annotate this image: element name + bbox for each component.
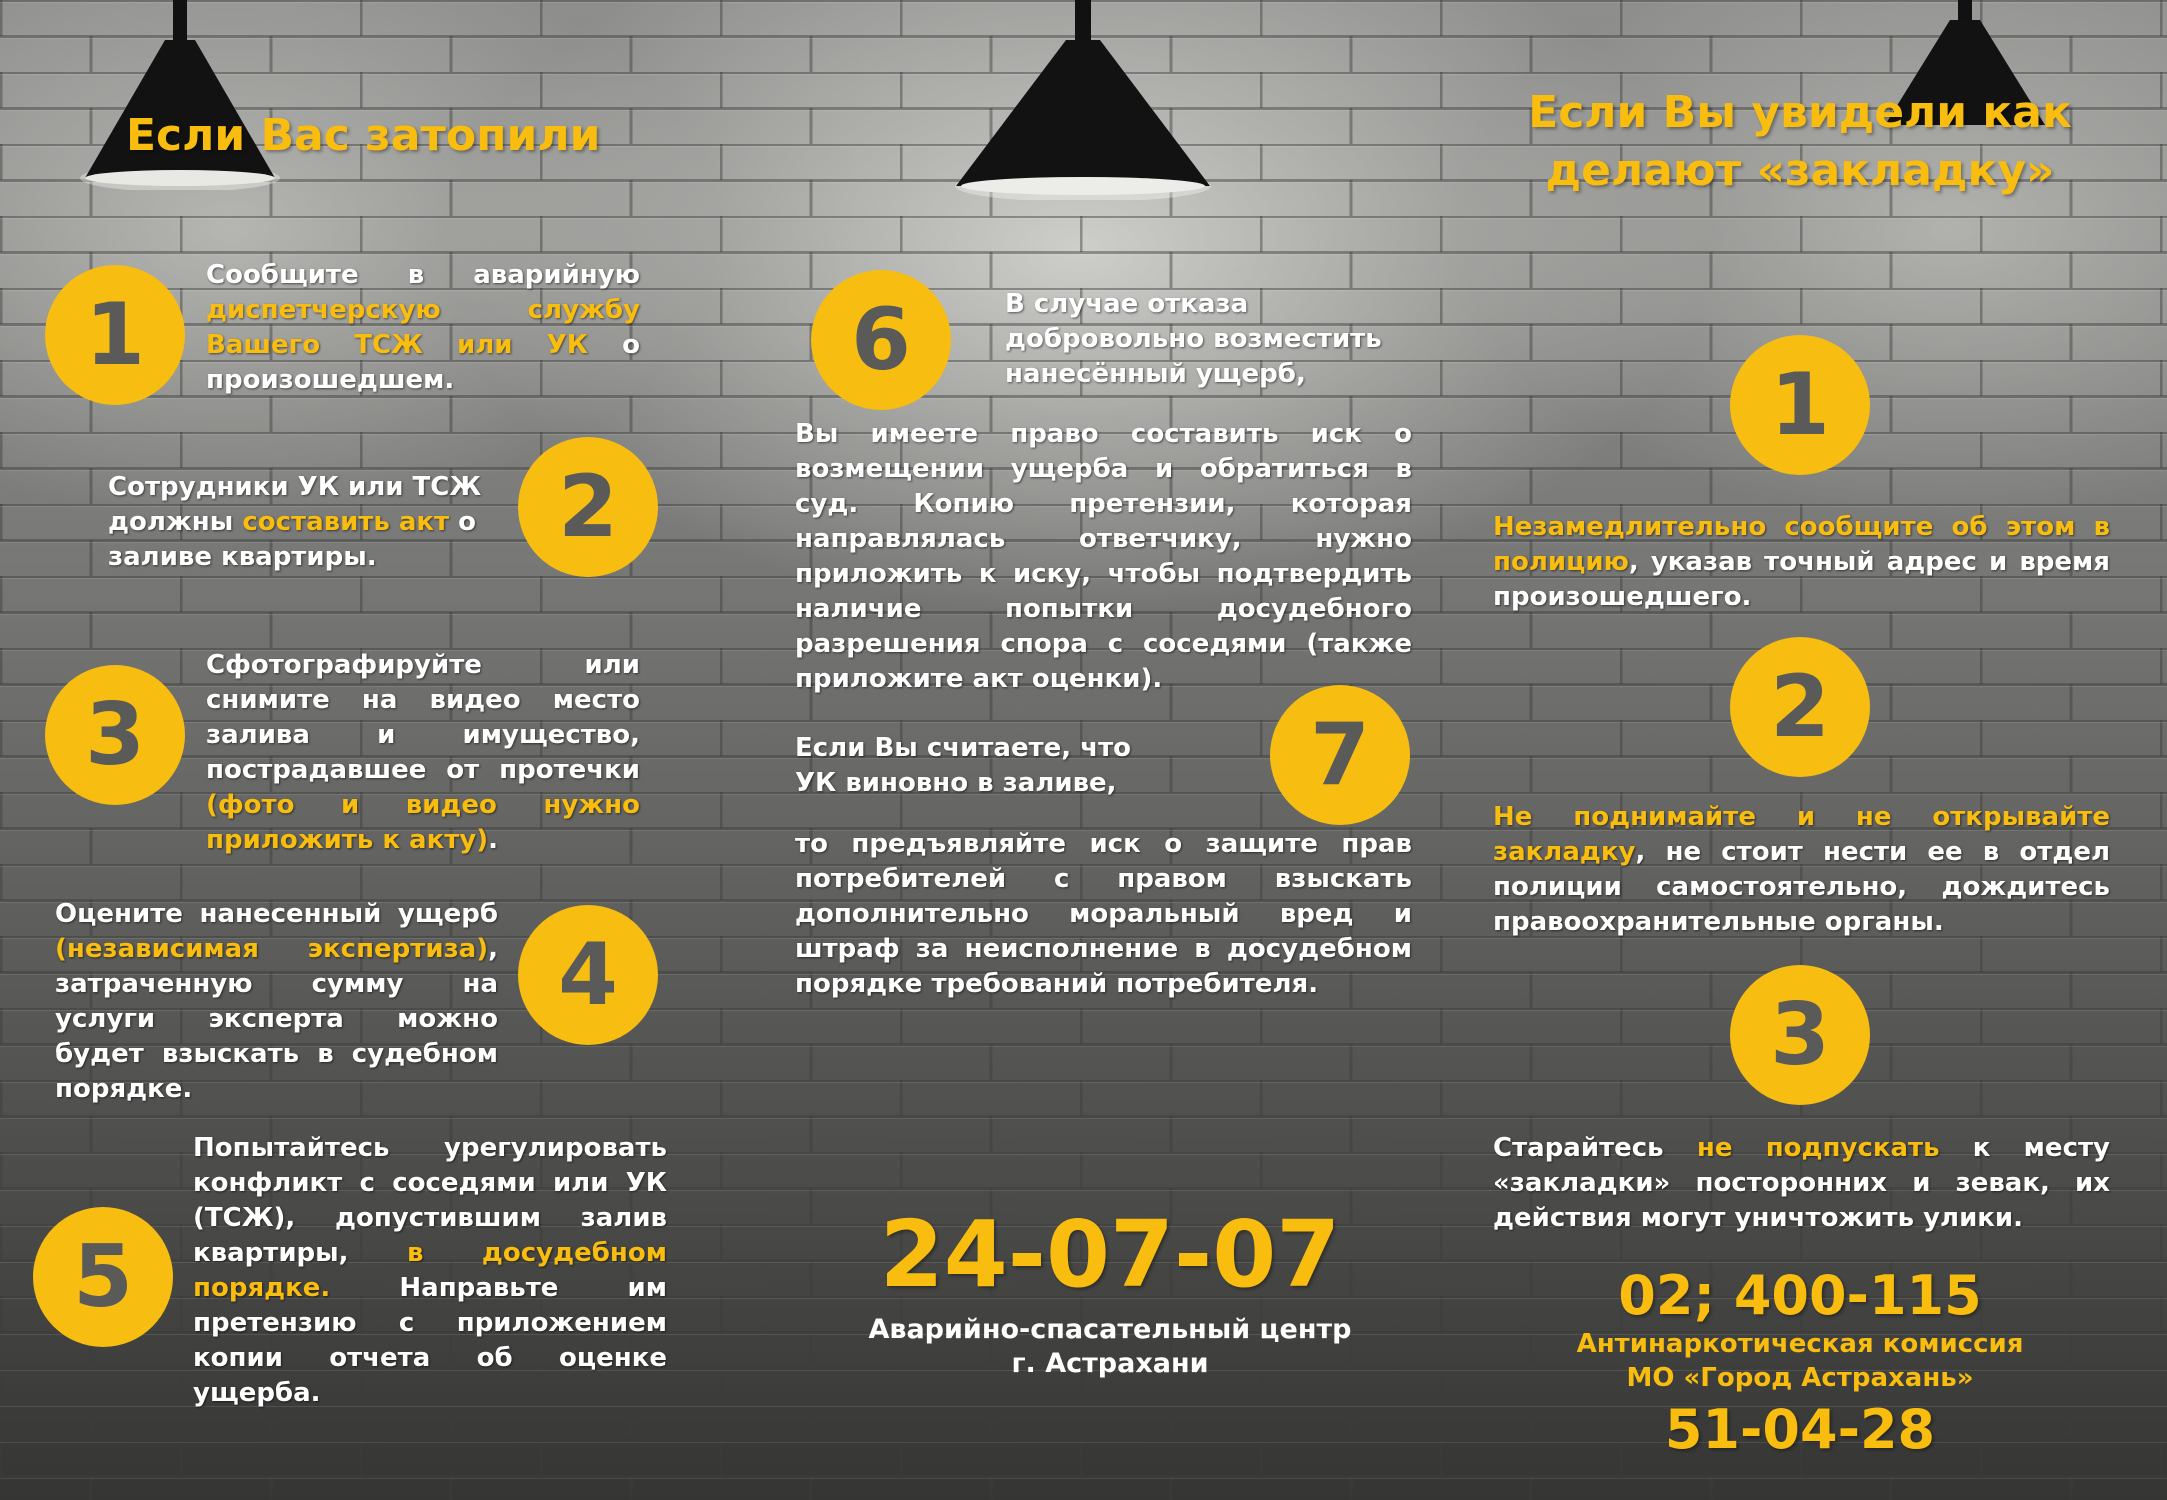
step-3-circle: 3 (45, 665, 185, 805)
left-step-5-text: Попытайтесь урегулировать конфликт с соседями или УК (ТСЖ), допустившим залив квартиры, в досудебном порядке. Направьте им претензию с приложением копии отчета об оценке ущерба. (193, 1133, 667, 1408)
right-step-2-circle: 2 (1730, 637, 1870, 777)
emergency-caption-line2: г. Астрахани (1011, 1348, 1209, 1379)
left-step-3-text: Сфотографируйте или снимите на видео место залива и имущество, пострадавшее от протечки (фото и видео нужно приложить к акту). (206, 650, 640, 855)
right-step-1-circle: 1 (1730, 335, 1870, 475)
antidrug-caption-line2: МО «Город Астрахань» (1626, 1363, 1974, 1393)
antidrug-caption-line1: Антинаркотическая комиссия (1576, 1329, 2024, 1359)
antidrug-phone-1: 02; 400-115 (1618, 1264, 1982, 1327)
ceiling-lamp-icon (948, 0, 1218, 200)
right-panel-title-line1: Если Вы увидели как (1528, 87, 2072, 138)
right-step-1-text: Незамедлительно сообщите об этом в полицию, указав точный адрес и время произошедшего. (1493, 512, 2110, 612)
right-step-3-circle: 3 (1730, 965, 1870, 1105)
step-1-circle: 1 (45, 265, 185, 405)
left-panel-title: Если Вас затопили (126, 110, 601, 161)
step-4-circle: 4 (518, 905, 658, 1045)
left-step-1-text: Сообщите в аварийную диспетчерскую службу Вашего ТСЖ или УК о произошедшем. (206, 260, 640, 395)
step-6-intro: В случае отказа добровольно возместить нанесённый ущерб, (1005, 289, 1382, 389)
emergency-caption-line1: Аварийно-спасательный центр (868, 1314, 1352, 1345)
right-step-3-text: Старайтесь не подпускать к месту «закладки» посторонних и зевак, их действия могут уничтожить улики. (1493, 1133, 2110, 1233)
right-step-2-text: Не поднимайте и не открывайте закладку, не стоит нести ее в отдел полиции самостоятельно, дождитесь правоохранительные органы. (1493, 802, 2110, 937)
step-7-body: то предъявляйте иск о защите прав потребителей с правом взыскать дополнительно моральный вред и штраф за неисполнение в досудебном порядке требований потребителя. (795, 829, 1412, 999)
step-6-circle: 6 (811, 270, 951, 410)
step-2-circle: 2 (518, 437, 658, 577)
step-7-circle: 7 (1270, 685, 1410, 825)
step-7-intro: Если Вы считаете, что УК виновно в заливе, (795, 733, 1132, 798)
ceiling-lamp-icon (75, 0, 285, 190)
step-6-body: Вы имеете право составить иск о возмещении ущерба и обратиться в суд. Копию претензии, которая направлялась ответчику, нужно приложить к иску, чтобы подтвердить наличие попытки досудебного разрешения спора с соседями (также приложите акт оценки). (795, 419, 1412, 694)
step-5-circle: 5 (33, 1207, 173, 1347)
left-step-2-text: Сотрудники УК или ТСЖ должны составить акт о заливе квартиры. (108, 472, 482, 572)
right-panel-title-line2: делают «закладку» (1545, 145, 2055, 196)
emergency-phone: 24-07-07 (879, 1201, 1341, 1308)
left-step-4-text: Оцените нанесенный ущерб (независимая экспертиза), затраченную сумму на услуги эксперта можно будет взыскать в судебном порядке. (55, 899, 498, 1104)
antidrug-phone-2: 51-04-28 (1664, 1398, 1936, 1461)
